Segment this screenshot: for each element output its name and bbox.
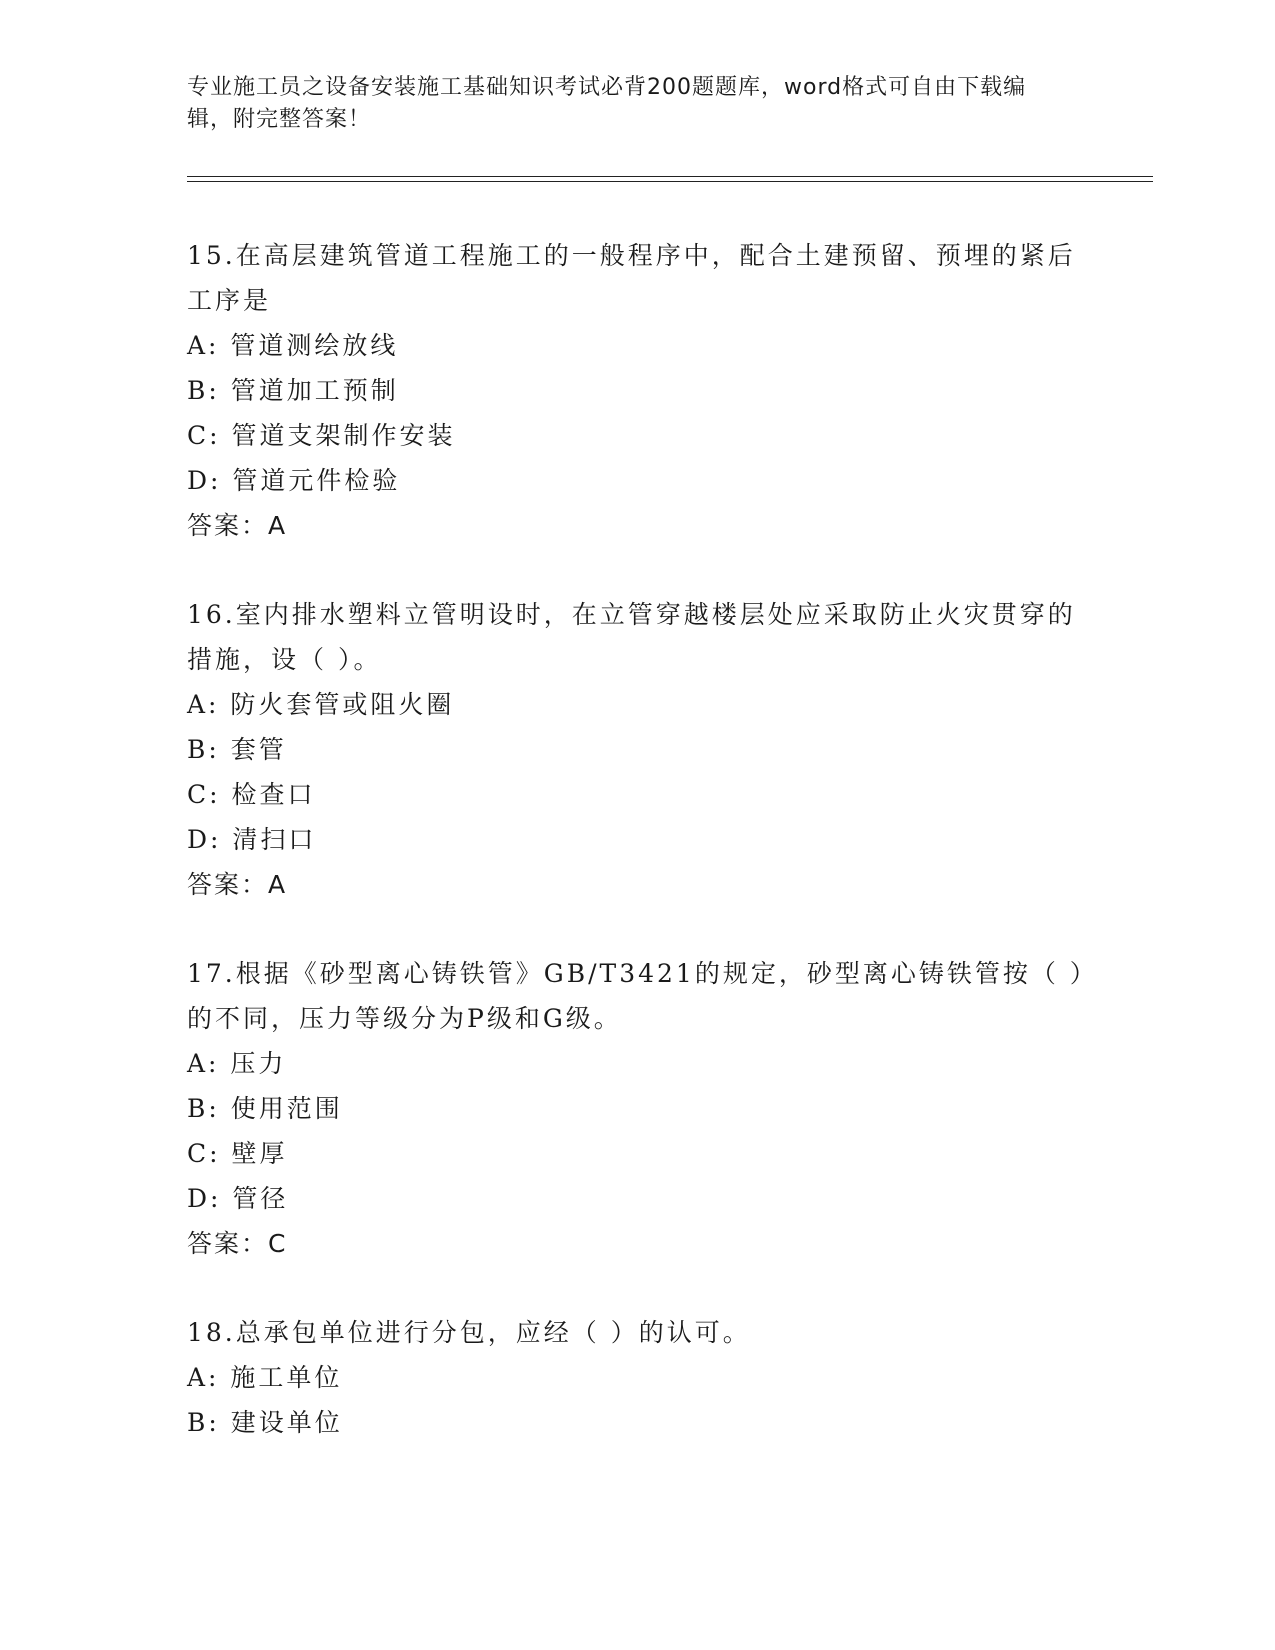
option-a: A: 防火套管或阻火圈 (187, 690, 455, 719)
question-stem: 17.根据《砂型离心铸铁管》GB/T3421的规定，砂型离心铸铁管按（ ）的不同，压力等级分为P级和G级。 (187, 959, 1086, 1033)
answer-line: 答案：C (187, 1229, 288, 1258)
option-b: B: 建设单位 (187, 1408, 343, 1437)
option-c: C: 壁厚 (187, 1139, 288, 1168)
option-d: D: 清扫口 (187, 825, 317, 854)
option-a: A: 施工单位 (187, 1363, 343, 1392)
question-stem: 15.在高层建筑管道工程施工的一般程序中，配合土建预留、预埋的紧后工序是 (187, 241, 1076, 315)
option-a: A: 管道测绘放线 (187, 331, 399, 360)
question-list (187, 233, 1087, 1489)
question-17 (187, 951, 1087, 1266)
header-divider-bottom (187, 181, 1153, 182)
question-15 (187, 233, 1087, 548)
header-divider-top (187, 176, 1153, 177)
option-d: D: 管道元件检验 (187, 466, 401, 495)
option-d: D: 管径 (187, 1184, 289, 1213)
option-c: C: 检查口 (187, 780, 316, 809)
option-c: C: 管道支架制作安装 (187, 421, 456, 450)
question-stem: 16.室内排水塑料立管明设时，在立管穿越楼层处应采取防止火灾贯穿的措施，设（ ）。 (187, 600, 1076, 674)
question-16 (187, 592, 1087, 907)
option-b: B: 管道加工预制 (187, 376, 399, 405)
option-a: A: 压力 (187, 1049, 287, 1078)
answer-line: 答案：A (187, 870, 288, 899)
option-b: B: 套管 (187, 735, 287, 764)
document-header: 专业施工员之设备安装施工基础知识考试必背200题题库，word格式可自由下载编辑，附完整答案！ (187, 75, 1027, 132)
question-18 (187, 1310, 1087, 1445)
question-stem: 18.总承包单位进行分包，应经（ ）的认可。 (187, 1318, 751, 1347)
option-b: B: 使用范围 (187, 1094, 343, 1123)
answer-line: 答案：A (187, 511, 288, 540)
